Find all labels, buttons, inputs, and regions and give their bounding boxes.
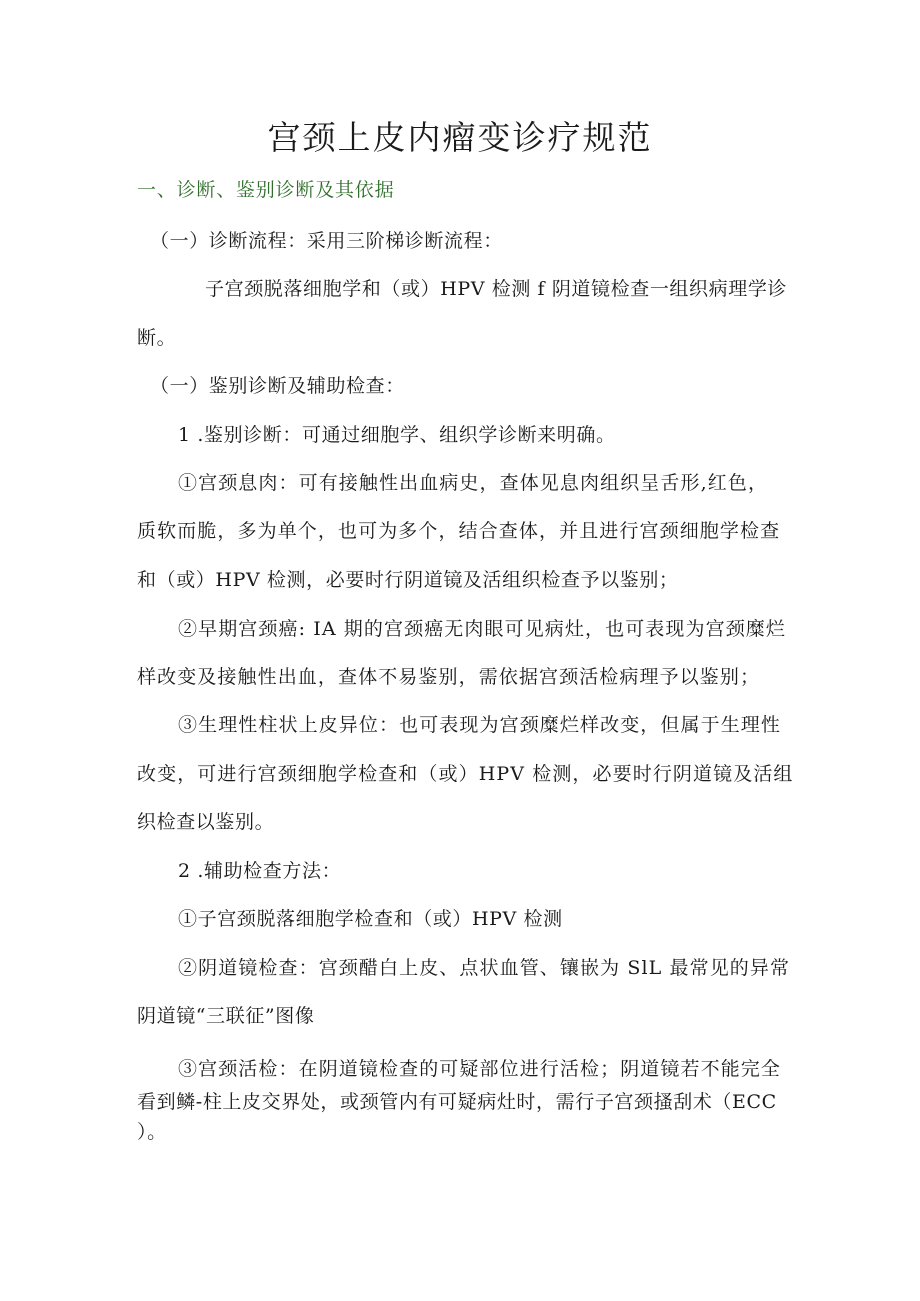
paragraph-line: ②阴道镜检查：宫颈醋白上皮、点状血管、镶嵌为 SlL 最常见的异常 — [178, 957, 791, 979]
paragraph-line: ③生理性柱状上皮异位：也可表现为宫颈糜烂样改变，但属于生理性 — [178, 714, 782, 736]
paragraph-line: 质软而脆，多为单个，也可为多个，结合查体，并且进行宫颈细胞学检查 — [137, 520, 781, 542]
paragraph-line: ①宫颈息肉：可有接触性出血病史，查体见息肉组织呈舌形,红色， — [178, 472, 769, 494]
paragraph-line: 样改变及接触性出血，查体不易鉴别，需依据宫颈活检病理予以鉴别； — [137, 666, 761, 688]
paragraph-line: ②早期宫颈癌: IA 期的宫颈癌无肉眼可见病灶，也可表现为宫颈糜烂 — [178, 618, 787, 640]
paragraph-line: 阴道镜“三联征”图像 — [137, 1005, 315, 1027]
paragraph-line: ）。 — [137, 1121, 167, 1143]
paragraph-line: 看到鳞-柱上皮交界处，或颈管内有可疑病灶时，需行子宫颈搔刮术（ECC — [137, 1091, 777, 1113]
paragraph-line: 改变，可进行宫颈细胞学检查和（或）HPV 检测，必要时行阴道镜及活组 — [137, 763, 794, 785]
document-title: 宫颈上皮内瘤变诊疗规范 — [267, 118, 653, 157]
paragraph-line: 断。 — [137, 327, 177, 349]
paragraph-line: 织检查以鉴别。 — [137, 811, 275, 833]
subsection-heading-differential: （一）鉴别诊断及辅助检查： — [150, 375, 405, 397]
item-heading-auxiliary: 2 .辅助检查方法： — [178, 860, 342, 882]
item-heading-differential: 1 .鉴别诊断：可通过细胞学、组织学诊断来明确。 — [178, 424, 616, 446]
paragraph-line: 子宫颈脱落细胞学和（或）HPV 检测 f 阴道镜检查一组织病理学诊 — [205, 278, 788, 300]
subsection-heading-diagnostic-flow: （一）诊断流程：采用三阶梯诊断流程： — [150, 230, 503, 252]
section-heading-diagnosis: 一、诊断、鉴别诊断及其依据 — [137, 179, 395, 201]
paragraph-line: ①子宫颈脱落细胞学检查和（或）HPV 检测 — [178, 908, 563, 930]
paragraph-line: ③宫颈活检：在阴道镜检查的可疑部位进行活检；阴道镜若不能完全 — [178, 1058, 782, 1080]
paragraph-line: 和（或）HPV 检测，必要时行阴道镜及活组织检查予以鉴别； — [137, 569, 679, 591]
